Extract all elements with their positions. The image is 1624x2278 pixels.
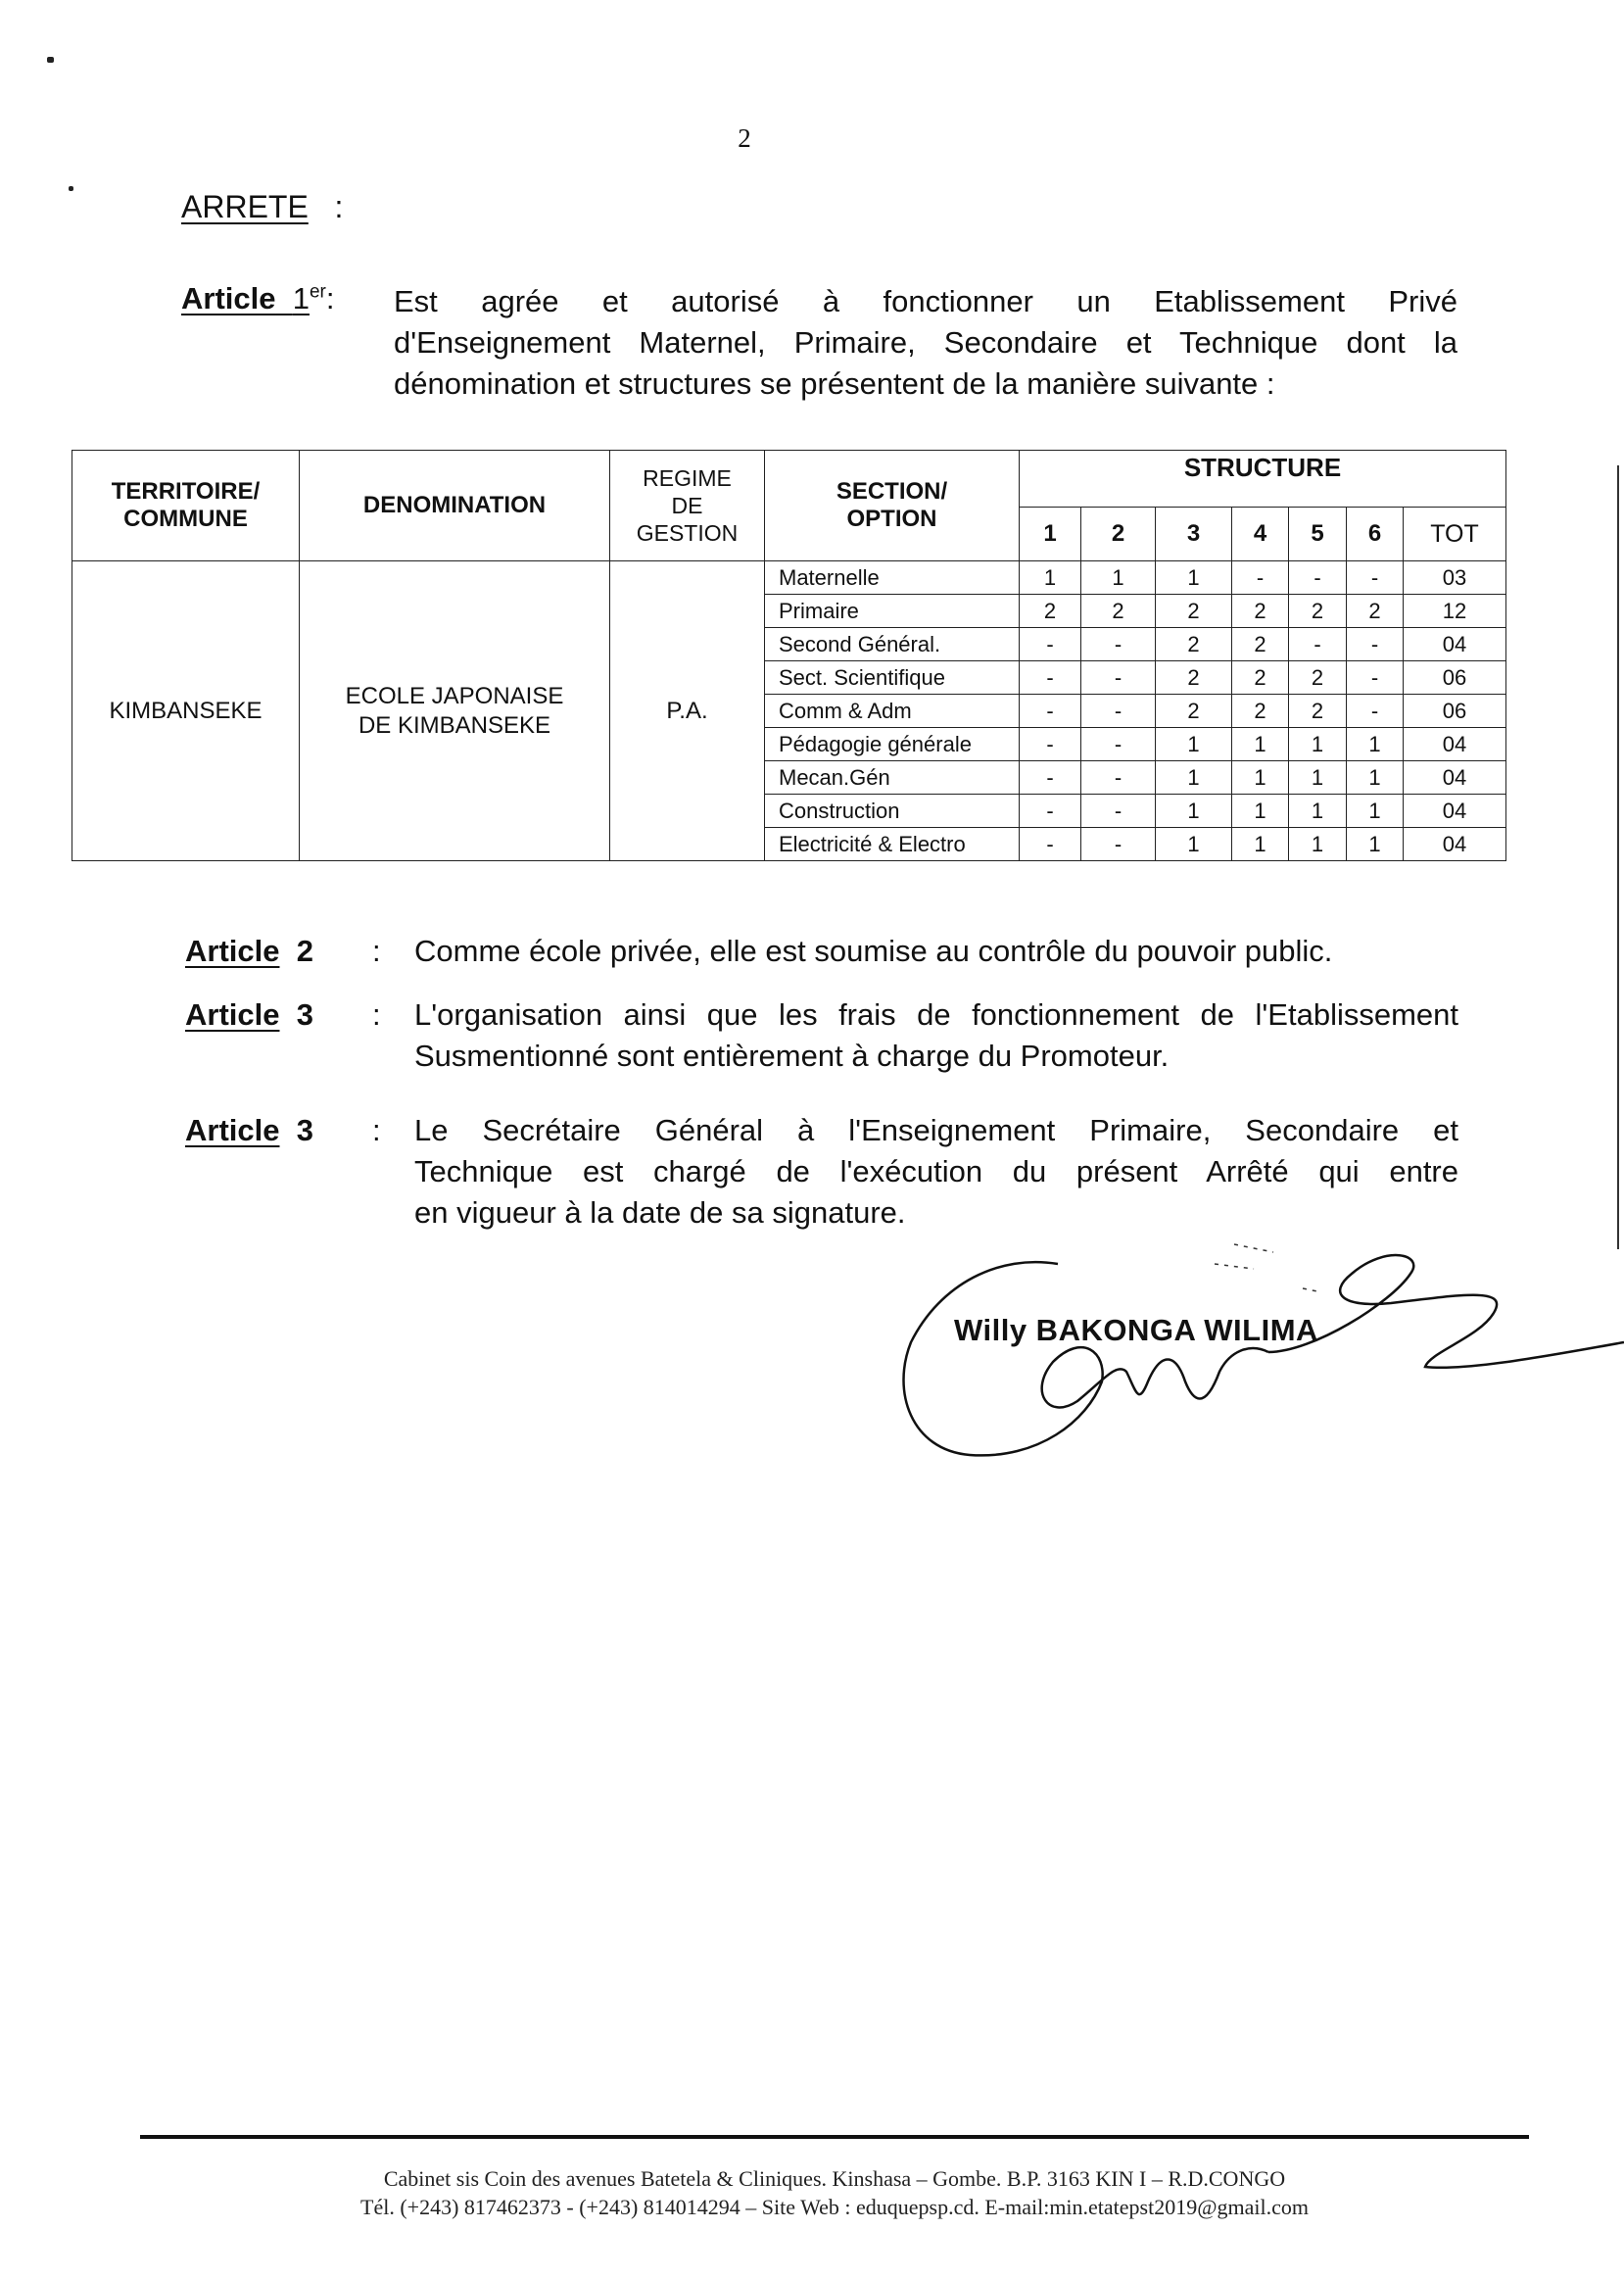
cell-total: 06 xyxy=(1404,661,1506,695)
article-3b-colon: : xyxy=(372,1113,381,1147)
cell-value: - xyxy=(1081,828,1156,861)
cell-value: 1 xyxy=(1232,828,1289,861)
cell-value: - xyxy=(1081,728,1156,761)
cell-value: - xyxy=(1232,561,1289,595)
article-2-number: 2 xyxy=(296,934,313,968)
signature-scribble-icon xyxy=(882,1235,1624,1489)
page-number: 2 xyxy=(738,123,751,153)
header-regime-line: GESTION xyxy=(636,520,739,546)
cell-value: 1 xyxy=(1289,761,1347,795)
article-1-line: d'Enseignement Maternel, Primaire, Secondaire et Technique dont la xyxy=(394,325,1457,360)
cell-value: 1 xyxy=(1289,828,1347,861)
header-col: 3 xyxy=(1156,508,1232,561)
cell-value: - xyxy=(1081,695,1156,728)
cell-value: 2 xyxy=(1156,661,1232,695)
cell-value: 2 xyxy=(1289,661,1347,695)
article-1-colon: : xyxy=(325,281,335,315)
scan-edge-line xyxy=(1617,465,1619,1249)
cell-territoire: KIMBANSEKE xyxy=(72,561,300,861)
article-3-second xyxy=(185,1110,1458,1236)
cell-total: 12 xyxy=(1404,595,1506,628)
header-regime xyxy=(610,451,765,561)
article-3-first xyxy=(185,994,1458,1079)
table-row xyxy=(72,561,1506,595)
cell-denomination-line: ECOLE JAPONAISE xyxy=(345,682,564,709)
header-section-line: SECTION/ xyxy=(836,478,948,505)
article-3b-word: Article xyxy=(185,1113,280,1147)
cell-value: - xyxy=(1081,628,1156,661)
cell-value: 2 xyxy=(1232,661,1289,695)
cell-total: 04 xyxy=(1404,795,1506,828)
article-3-colon: : xyxy=(372,997,381,1032)
cell-option: Sect. Scientifique xyxy=(765,661,1020,695)
cell-value: 1 xyxy=(1156,828,1232,861)
footer-rule xyxy=(140,2135,1529,2139)
article-3-label xyxy=(185,994,313,1036)
cell-value: 1 xyxy=(1289,728,1347,761)
structure-table xyxy=(72,450,1506,861)
cell-value: 2 xyxy=(1347,595,1404,628)
cell-value: 1 xyxy=(1020,561,1081,595)
article-3-text xyxy=(414,994,1458,1077)
heading-word: ARRETE xyxy=(181,189,309,224)
header-denomination: DENOMINATION xyxy=(300,451,610,561)
article-3b-text xyxy=(414,1110,1458,1234)
header-territoire xyxy=(72,451,300,561)
cell-value: 1 xyxy=(1156,761,1232,795)
cell-value: 1 xyxy=(1347,761,1404,795)
cell-option: Primaire xyxy=(765,595,1020,628)
header-territoire-line: COMMUNE xyxy=(123,506,248,532)
footer-contact: Tél. (+243) 817462373 - (+243) 814014294 – Site Web : eduquepsp.cd. E-mail:min.etatepst2019@gmail.com xyxy=(360,2195,1309,2219)
cell-value: - xyxy=(1020,661,1081,695)
cell-value: - xyxy=(1081,661,1156,695)
cell-denomination-line: DE KIMBANSEKE xyxy=(358,711,551,739)
cell-option: Maternelle xyxy=(765,561,1020,595)
cell-denomination xyxy=(300,561,610,861)
cell-value: 2 xyxy=(1232,628,1289,661)
cell-value: 2 xyxy=(1156,628,1232,661)
header-col: 1 xyxy=(1020,508,1081,561)
article-1-label xyxy=(181,281,335,316)
article-3b-number: 3 xyxy=(296,1113,313,1147)
heading-colon: : xyxy=(334,189,344,224)
scan-speck xyxy=(47,57,54,63)
article-1-word xyxy=(181,281,310,315)
cell-value: 1 xyxy=(1232,795,1289,828)
article-3b-label xyxy=(185,1110,313,1151)
cell-value: - xyxy=(1020,761,1081,795)
article-2-text xyxy=(414,931,1458,972)
cell-value: 1 xyxy=(1081,561,1156,595)
article-3-line: Susmentionné sont entièrement à charge du Promoteur. xyxy=(414,1039,1170,1073)
cell-value: 1 xyxy=(1156,795,1232,828)
cell-option: Pédagogie générale xyxy=(765,728,1020,761)
cell-option: Mecan.Gén xyxy=(765,761,1020,795)
article-2-word: Article xyxy=(185,934,280,968)
header-section xyxy=(765,451,1020,561)
cell-regime: P.A. xyxy=(610,561,765,861)
article-2-line: Comme école privée, elle est soumise au contrôle du pouvoir public. xyxy=(414,934,1333,968)
cell-value: 2 xyxy=(1156,695,1232,728)
cell-value: 1 xyxy=(1347,795,1404,828)
scan-speck xyxy=(69,186,73,191)
signature-name: Willy BAKONGA WILIMA xyxy=(954,1313,1318,1347)
cell-value: - xyxy=(1289,628,1347,661)
cell-value: - xyxy=(1347,695,1404,728)
header-regime-line: DE xyxy=(671,493,703,518)
article-3-word: Article xyxy=(185,997,280,1032)
article-1-line: dénomination et structures se présentent de la manière suivante : xyxy=(394,366,1275,401)
heading-arrete xyxy=(181,189,343,225)
article-1-word-text: Article xyxy=(181,281,276,315)
cell-value: 1 xyxy=(1232,728,1289,761)
cell-total: 04 xyxy=(1404,628,1506,661)
article-3b-line: Le Secrétaire Général à l'Enseignement Primaire, Secondaire et xyxy=(414,1113,1458,1147)
cell-value: 1 xyxy=(1289,795,1347,828)
cell-value: - xyxy=(1020,728,1081,761)
cell-value: 1 xyxy=(1347,728,1404,761)
cell-value: - xyxy=(1020,695,1081,728)
article-2-label xyxy=(185,931,313,972)
header-territoire-line: TERRITOIRE/ xyxy=(111,478,261,505)
article-3b-line: Technique est chargé de l'exécution du présent Arrêté qui entre xyxy=(414,1154,1458,1188)
header-col: 2 xyxy=(1081,508,1156,561)
article-1-text xyxy=(394,281,1457,405)
header-col-total: TOT xyxy=(1404,508,1506,561)
cell-value: 1 xyxy=(1156,561,1232,595)
cell-option: Construction xyxy=(765,795,1020,828)
cell-total: 06 xyxy=(1404,695,1506,728)
cell-value: - xyxy=(1289,561,1347,595)
header-col: 6 xyxy=(1347,508,1404,561)
cell-value: - xyxy=(1020,795,1081,828)
article-3-line: L'organisation ainsi que les frais de fonctionnement de l'Etablissement xyxy=(414,997,1458,1032)
cell-total: 03 xyxy=(1404,561,1506,595)
header-structure: STRUCTURE xyxy=(1020,451,1506,508)
cell-value: 1 xyxy=(1232,761,1289,795)
article-1-number: 1 xyxy=(292,281,310,315)
cell-value: - xyxy=(1081,761,1156,795)
cell-value: - xyxy=(1020,628,1081,661)
cell-value: 1 xyxy=(1156,728,1232,761)
cell-value: 1 xyxy=(1347,828,1404,861)
cell-value: 2 xyxy=(1289,695,1347,728)
cell-value: - xyxy=(1347,561,1404,595)
article-1-superscript: er xyxy=(309,281,326,303)
article-3b-line: en vigueur à la date de sa signature. xyxy=(414,1195,906,1230)
cell-value: - xyxy=(1347,628,1404,661)
article-3-number: 3 xyxy=(296,997,313,1032)
header-regime-line: REGIME xyxy=(643,465,732,491)
cell-value: - xyxy=(1081,795,1156,828)
article-2 xyxy=(185,931,1458,974)
cell-value: 2 xyxy=(1232,695,1289,728)
cell-total: 04 xyxy=(1404,828,1506,861)
header-col: 4 xyxy=(1232,508,1289,561)
cell-value: 2 xyxy=(1020,595,1081,628)
article-1-line: Est agrée et autorisé à fonctionner un Etablissement Privé xyxy=(394,284,1457,318)
footer-address: Cabinet sis Coin des avenues Batetela & Cliniques. Kinshasa – Gombe. B.P. 3163 KIN I – R.D.CONGO xyxy=(383,2166,1286,2191)
cell-option: Electricité & Electro xyxy=(765,828,1020,861)
cell-value: - xyxy=(1347,661,1404,695)
cell-value: 2 xyxy=(1156,595,1232,628)
header-col: 5 xyxy=(1289,508,1347,561)
cell-value: 2 xyxy=(1232,595,1289,628)
cell-value: 2 xyxy=(1289,595,1347,628)
header-section-line: OPTION xyxy=(846,506,937,532)
cell-option: Second Général. xyxy=(765,628,1020,661)
cell-total: 04 xyxy=(1404,761,1506,795)
article-2-colon: : xyxy=(372,934,381,968)
cell-total: 04 xyxy=(1404,728,1506,761)
cell-option: Comm & Adm xyxy=(765,695,1020,728)
cell-value: - xyxy=(1020,828,1081,861)
cell-value: 2 xyxy=(1081,595,1156,628)
